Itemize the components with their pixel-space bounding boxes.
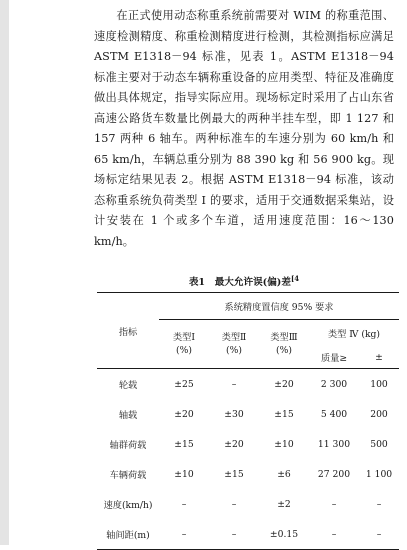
row-type2: – [209,519,259,550]
header-type1 [159,320,209,369]
table-caption-reference: [4 [290,274,300,283]
row-mass: – [331,498,337,510]
header-type3-label: 类型Ⅲ [270,332,298,343]
header-type2-unit: (%) [226,345,242,356]
row-mass: 27 200 [317,468,351,480]
header-type1-label: 类型Ⅰ [172,332,195,343]
row-name: 轴群荷载 [109,440,147,451]
row-type1: – [159,519,209,550]
header-indicator: 指标 [97,293,159,369]
row-pm: 1 100 [365,468,393,480]
row-mass: 5 400 [320,408,348,420]
page-edge-shadow [0,0,9,545]
table-row [97,429,399,459]
row-type2: ±20 [224,438,244,450]
row-type3: ±15 [274,408,294,420]
row-name: 速度(km/h) [103,500,153,511]
row-type1: ±20 [174,408,194,420]
header-type4: 类型 Ⅳ (kg) [309,320,399,347]
row-mass: 11 300 [317,438,351,450]
row-type3: ±2 [277,498,291,510]
row-pm: 200 [370,408,388,420]
header-type1-unit: (%) [176,345,192,356]
row-type3: ±10 [274,438,294,450]
row-type1: ±10 [174,468,194,480]
row-mass: 2 300 [309,369,359,400]
header-pm: ± [375,351,383,363]
row-pm: 500 [370,438,388,450]
row-mass: – [309,519,359,550]
row-name: 车辆荷载 [109,470,147,481]
row-type3: ±6 [277,468,291,480]
row-type3: ±0.15 [259,519,309,550]
row-type1: – [181,498,187,510]
body-paragraph: 在正式使用动态称重系统前需要对 WIM 的称重范围、速度检测精度、称重检测精度进行检测，其检测指标应满足 ASTM E1318－94 标准，见表 1。ASTM E1318－94 标准主要对于动态车辆称重设备的应用类型、特征及准确度做出具体规定，指导实际应用。现场标定时采用了占山东省高速公路货车数量比例最大的两种半挂车型，即 1 127 和 157 两种 6 轴车。两种标准车的车速分别为 60 km/h 和 65 km/h，车辆总重分别为 88 390 kg 和 56 900 kg。现场标定结果见表 2。根据 ASTM E1318－94 标准，该动态称重系统负荷类型 I 的要求，适用于交通数据采集站，设计安装在 1 个或多个车道，适用速度范围：16～130 km/h。 [94,9,394,248]
table-caption-text: 表1 最大允许误(偏)差 [188,277,291,289]
row-name: 轴间距(m) [97,519,159,550]
header-mass: 质量≥ [320,353,348,364]
row-type2: – [231,498,237,510]
header-type2-label: 类型Ⅱ [221,332,247,343]
table-row [97,459,399,489]
row-type2: – [209,369,259,400]
row-name: 轴载 [118,410,138,421]
row-name: 轮载 [97,369,159,400]
table-row [97,369,399,400]
row-type2: ±30 [224,408,244,420]
header-type3-unit: (%) [276,345,292,356]
error-tolerance-table [97,292,399,550]
header-group: 系统精度置信度 95% 要求 [159,293,399,320]
row-pm: 100 [359,369,399,400]
table-row [97,399,399,429]
header-row-1 [97,293,399,320]
table-caption [94,274,394,288]
table-row [97,489,399,519]
row-type1: ±25 [159,369,209,400]
row-pm: – [376,498,382,510]
row-type3: ±20 [259,369,309,400]
row-pm: – [359,519,399,550]
row-type1: ±15 [174,438,194,450]
row-type2: ±15 [224,468,244,480]
header-type3 [259,320,309,369]
header-type2 [209,320,259,369]
